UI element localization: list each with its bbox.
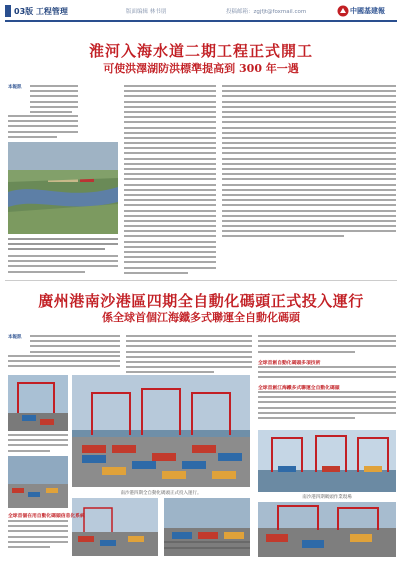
article2-photo-right-1: [258, 430, 396, 492]
header-rule: [5, 20, 397, 22]
article2-photo-bottom-2: [164, 498, 250, 556]
article2-column-2: [126, 335, 252, 377]
crane-image: [8, 375, 68, 431]
article1-column-1b: [8, 115, 78, 141]
aerial-waterway-image: [8, 142, 118, 234]
logo-icon: [337, 5, 349, 17]
article1-title: [0, 40, 402, 61]
article2-column-1d: [8, 520, 68, 551]
article1-subtitle: 可使洪澤湖防洪標準提高到 300 年一遇: [103, 62, 299, 75]
article2-caption: 南沙港四期全自動化碼頭正式投入運行。: [120, 491, 202, 496]
article1-lead: 本報訊: [8, 85, 22, 90]
article2-photo-bottom-1: [72, 498, 158, 556]
submission-email: 投稿邮箱：zgjfjt@foxmail.com: [226, 9, 307, 15]
page-header: [0, 0, 402, 26]
article2-column-3b: [258, 366, 396, 382]
article1-title-rest: 河入海水道二期工程正式開工: [105, 42, 314, 60]
article1-caption-text: [8, 238, 118, 254]
article2-photo-left-1: [8, 375, 68, 431]
article1-column-1: [30, 85, 78, 116]
article2-subhead-1: 全球首創自動化碼頭多項技術: [258, 361, 321, 366]
editor-credit: 版面编辑 林书朋: [126, 9, 167, 15]
container-port-image: [72, 375, 250, 487]
quay-crane-image: [258, 430, 396, 492]
port-overview-image: [8, 456, 68, 508]
section-title: 03版 工程管理: [14, 7, 68, 16]
article1-photo: [8, 142, 118, 234]
article1-column-2: [124, 85, 216, 277]
article2-subhead-2: 全球首創江海鐵多式聯運全自動化碼頭: [258, 386, 340, 391]
article1-column-1c: [8, 255, 118, 276]
article2-lead: 本報訊: [8, 335, 22, 340]
article2-subtitle: 係全球首個江海鐵多式聯運全自動化碼頭: [102, 311, 300, 324]
article2-column-1c: [8, 434, 68, 455]
article2-photo-right-2: [258, 502, 396, 557]
article1-column-3: [222, 85, 396, 241]
article2-column-3c: [258, 391, 396, 422]
article2-caption-2: 南沙港四期碼頭作業現場: [302, 495, 352, 500]
logo-text: 中國基建報: [350, 7, 385, 15]
article2-subhead-3: 全球首個在用自動化碼頭信息化系統: [8, 514, 85, 519]
section-marker: [5, 5, 11, 17]
article2-photo-left-2: [8, 456, 68, 508]
article1-title-prefix: 淮: [88, 42, 105, 60]
article2-photo-main: [72, 375, 250, 487]
automated-vehicle-image: [258, 502, 396, 557]
terminal-image: [72, 498, 158, 556]
newspaper-logo: [337, 3, 397, 19]
article2-title: 廣州港南沙港區四期全自動化碼頭正式投入運行: [38, 292, 364, 310]
rail-yard-image: [164, 498, 250, 556]
article2-column-3: [258, 335, 396, 356]
article2-column-1: [30, 335, 120, 356]
article-divider: [5, 280, 397, 281]
article2-column-1b: [8, 355, 120, 371]
